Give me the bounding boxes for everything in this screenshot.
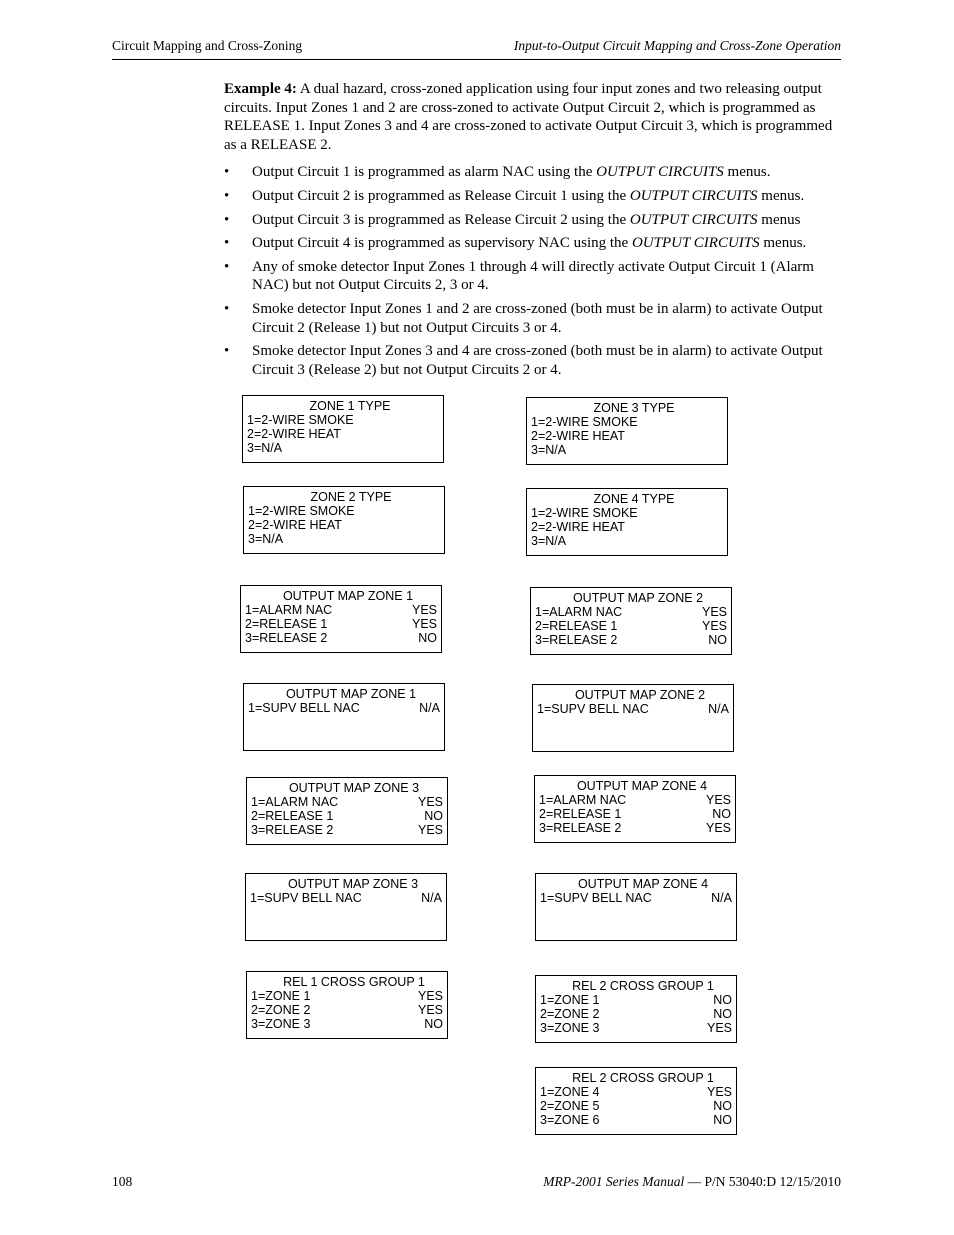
screen-title: ZONE 2 TYPE — [310, 490, 392, 504]
bullet-text-end: menus. — [723, 164, 771, 181]
screen-title: OUTPUT MAP ZONE 1 — [282, 589, 414, 603]
bullet-item — [224, 163, 840, 182]
lcd-screen — [246, 971, 448, 1039]
screen-value: NO — [713, 1113, 732, 1127]
lcd-screen — [532, 684, 734, 752]
screen-value: N/A — [711, 891, 732, 905]
bullet-text: Output Circuit 1 is programmed as alarm NAC using the — [252, 164, 597, 181]
page-number: 108 — [112, 1174, 133, 1189]
lcd-screen — [535, 1067, 737, 1135]
lcd-screen — [240, 585, 442, 653]
menu-name: OUTPUT CIRCUITS — [629, 211, 758, 228]
bullet-marker: • — [224, 343, 230, 360]
screen-value: NO — [424, 1017, 443, 1031]
bullet-marker: • — [224, 187, 230, 204]
screen-option: 3=ZONE 6 — [540, 1113, 600, 1127]
screen-value: NO — [424, 809, 443, 823]
screen-title: OUTPUT MAP ZONE 3 — [288, 781, 420, 795]
screen-value: YES — [706, 1021, 732, 1035]
screen-title: ZONE 3 TYPE — [593, 401, 675, 415]
screen-title: REL 1 CROSS GROUP 1 — [283, 975, 425, 989]
screen-row — [248, 701, 440, 715]
screen-row — [251, 1003, 443, 1017]
screen-row — [248, 518, 440, 532]
bullet-list — [224, 163, 840, 379]
screen-option: 1=ALARM NAC — [535, 605, 623, 619]
screen-value: YES — [417, 795, 443, 809]
screen-row — [531, 534, 723, 548]
screen-value: NO — [712, 807, 731, 821]
screen-option: 2=2-WIRE HEAT — [531, 429, 625, 443]
screen-option: 3=ZONE 3 — [540, 1021, 600, 1035]
screen-option: 2=2-WIRE HEAT — [247, 427, 341, 441]
screen-value: NO — [713, 993, 732, 1007]
bullet-item — [224, 258, 840, 295]
screen-title: OUTPUT MAP ZONE 2 — [574, 688, 706, 702]
screen-option: 3=N/A — [531, 534, 567, 548]
screen-value: N/A — [708, 702, 729, 716]
screen-option: 3=N/A — [248, 532, 284, 546]
screen-row — [251, 795, 443, 809]
screen-option: 1=SUPV BELL NAC — [248, 701, 360, 715]
screen-option: 1=2-WIRE SMOKE — [531, 415, 638, 429]
screen-option: 2=2-WIRE HEAT — [531, 520, 625, 534]
screen-row — [540, 1085, 732, 1099]
screen-title: OUTPUT MAP ZONE 4 — [576, 779, 708, 793]
screen-option: 3=RELEASE 2 — [539, 821, 622, 835]
lcd-screen — [535, 975, 737, 1043]
screen-row — [540, 1099, 732, 1113]
example-label: Example 4: — [224, 81, 297, 97]
bullet-marker: • — [224, 258, 230, 275]
lcd-screen — [243, 683, 445, 751]
screen-title: ZONE 1 TYPE — [309, 399, 391, 413]
screen-row — [251, 809, 443, 823]
screen-option: 1=SUPV BELL NAC — [540, 891, 652, 905]
screen-row — [251, 823, 443, 837]
lcd-screen — [526, 397, 728, 465]
screen-value: NO — [708, 633, 727, 647]
screen-title: REL 2 CROSS GROUP 1 — [572, 979, 714, 993]
screen-title: OUTPUT MAP ZONE 4 — [577, 877, 709, 891]
bullet-item — [224, 211, 840, 230]
screen-option: 1=SUPV BELL NAC — [537, 702, 649, 716]
screen-row — [535, 633, 727, 647]
screen-option: 2=ZONE 2 — [540, 1007, 600, 1021]
bullet-text: Output Circuit 4 is programmed as supervisory NAC using the — [252, 235, 632, 252]
bullet-text: Output Circuit 2 is programmed as Release Circuit 1 using the — [252, 187, 630, 204]
screen-title: ZONE 4 TYPE — [593, 492, 675, 506]
body-text — [224, 80, 840, 384]
screen-row — [248, 504, 440, 518]
screen-option: 2=ZONE 5 — [540, 1099, 600, 1113]
lcd-screen — [530, 587, 732, 655]
screen-row — [537, 702, 729, 716]
screen-row — [250, 891, 442, 905]
screen-row — [540, 1007, 732, 1021]
screen-row — [535, 605, 727, 619]
screen-title: REL 2 CROSS GROUP 1 — [572, 1071, 714, 1085]
screen-row — [245, 603, 437, 617]
screen-option: 1=2-WIRE SMOKE — [248, 504, 355, 518]
screen-option: 1=2-WIRE SMOKE — [247, 413, 354, 427]
screen-option: 1=ZONE 1 — [540, 993, 600, 1007]
screen-option: 2=RELEASE 1 — [251, 809, 334, 823]
screen-value: YES — [701, 619, 727, 633]
screen-row — [251, 1017, 443, 1031]
screen-option: 2=RELEASE 1 — [539, 807, 622, 821]
lcd-screen — [246, 777, 448, 845]
bullet-item — [224, 187, 840, 206]
screen-option: 3=RELEASE 2 — [535, 633, 618, 647]
bullet-marker: • — [224, 211, 230, 228]
screen-value: YES — [417, 989, 443, 1003]
example-text: A dual hazard, cross-zoned application using four input zones and two releasing output circuits. Input Zones 1 and 2 are cross-zoned to activate Output Circuit 2, which is programmed as RELEASE 1. Input Zones 3 and 4 are cross-zoned to activate Output Circuit 3, which is programmed as a RELEASE 2. — [224, 81, 833, 153]
screen-row — [245, 617, 437, 631]
bullet-marker: • — [224, 300, 230, 317]
screen-row — [540, 1021, 732, 1035]
screen-row — [247, 413, 439, 427]
lcd-screen — [526, 488, 728, 556]
screen-row — [531, 520, 723, 534]
screen-row — [248, 532, 440, 546]
bullet-text-end: menus. — [757, 187, 805, 204]
screen-option: 1=ZONE 4 — [540, 1085, 600, 1099]
screen-option: 3=RELEASE 2 — [245, 631, 328, 645]
bullet-marker: • — [224, 164, 230, 181]
screen-title: OUTPUT MAP ZONE 2 — [572, 591, 704, 605]
lcd-screen — [243, 486, 445, 554]
screen-row — [245, 631, 437, 645]
screen-option: 1=ALARM NAC — [245, 603, 333, 617]
screen-row — [247, 427, 439, 441]
screen-value: YES — [705, 793, 731, 807]
running-header-right: Input-to-Output Circuit Mapping and Cross-Zone Operation — [513, 38, 841, 53]
bullet-text: Smoke detector Input Zones 3 and 4 are cross-zoned (both must be in alarm) to activate Output Circuit 3 (Release 2) but not Output Circuits 2 or 4. — [252, 343, 823, 378]
screen-option: 2=RELEASE 1 — [245, 617, 328, 631]
lcd-screen — [534, 775, 736, 843]
screen-row — [535, 619, 727, 633]
screen-option: 1=ALARM NAC — [539, 793, 627, 807]
manual-title: MRP-2001 Series Manual — [543, 1174, 685, 1189]
screen-row — [540, 993, 732, 1007]
screen-row — [540, 891, 732, 905]
screen-option: 2=ZONE 2 — [251, 1003, 311, 1017]
screen-value: YES — [417, 1003, 443, 1017]
screen-value: NO — [418, 631, 437, 645]
lcd-screen — [245, 873, 447, 941]
bullet-item — [224, 234, 840, 253]
screen-value: YES — [701, 605, 727, 619]
screen-row — [539, 793, 731, 807]
screen-option: 3=RELEASE 2 — [251, 823, 334, 837]
screen-option: 1=SUPV BELL NAC — [250, 891, 362, 905]
screen-option: 2=RELEASE 1 — [535, 619, 618, 633]
screen-option: 1=ZONE 1 — [251, 989, 311, 1003]
screen-title: OUTPUT MAP ZONE 3 — [287, 877, 419, 891]
bullet-text: Any of smoke detector Input Zones 1 through 4 will directly activate Output Circuit 1 (Alarm NAC) but not Output Circuits 2, 3 or 4. — [252, 258, 814, 294]
screen-option: 2=2-WIRE HEAT — [248, 518, 342, 532]
screen-row — [251, 989, 443, 1003]
lcd-screen — [535, 873, 737, 941]
screen-value: YES — [706, 1085, 732, 1099]
menu-name: OUTPUT CIRCUITS — [629, 187, 758, 204]
screen-option: 3=ZONE 3 — [251, 1017, 311, 1031]
footer-manual-info — [543, 1174, 841, 1190]
bullet-text: Smoke detector Input Zones 1 and 2 are cross-zoned (both must be in alarm) to activate Output Circuit 2 (Release 1) but not Output Circuits 3 or 4. — [252, 300, 823, 336]
menu-name: OUTPUT CIRCUITS — [631, 235, 760, 252]
screen-value: N/A — [421, 891, 442, 905]
bullet-item — [224, 342, 840, 379]
screen-option: 3=N/A — [531, 443, 567, 457]
screen-row — [539, 821, 731, 835]
screen-value: YES — [411, 617, 437, 631]
screen-row — [531, 443, 723, 457]
screen-option: 1=ALARM NAC — [251, 795, 339, 809]
bullet-text: Output Circuit 3 is programmed as Release Circuit 2 using the — [252, 211, 630, 228]
header-rule — [112, 59, 841, 60]
bullet-marker: • — [224, 235, 230, 252]
screen-row — [531, 506, 723, 520]
manual-part-date: — P/N 53040:D 12/15/2010 — [684, 1174, 841, 1189]
screen-row — [247, 441, 439, 455]
running-header-left: Circuit Mapping and Cross-Zoning — [112, 38, 303, 53]
screen-value: YES — [417, 823, 443, 837]
screen-option: 3=N/A — [247, 441, 283, 455]
example-paragraph — [224, 80, 840, 154]
lcd-screen — [242, 395, 444, 463]
bullet-text-end: menus — [757, 211, 801, 228]
screen-title: OUTPUT MAP ZONE 1 — [285, 687, 417, 701]
screen-row — [540, 1113, 732, 1127]
screen-option: 1=2-WIRE SMOKE — [531, 506, 638, 520]
bullet-item — [224, 300, 840, 337]
menu-name: OUTPUT CIRCUITS — [596, 164, 724, 181]
screen-value: N/A — [419, 701, 440, 715]
screen-value: NO — [713, 1007, 732, 1021]
screen-value: NO — [713, 1099, 732, 1113]
screen-value: YES — [705, 821, 731, 835]
bullet-text-end: menus. — [759, 235, 807, 252]
screen-row — [539, 807, 731, 821]
screen-row — [531, 429, 723, 443]
screen-row — [531, 415, 723, 429]
screen-value: YES — [411, 603, 437, 617]
